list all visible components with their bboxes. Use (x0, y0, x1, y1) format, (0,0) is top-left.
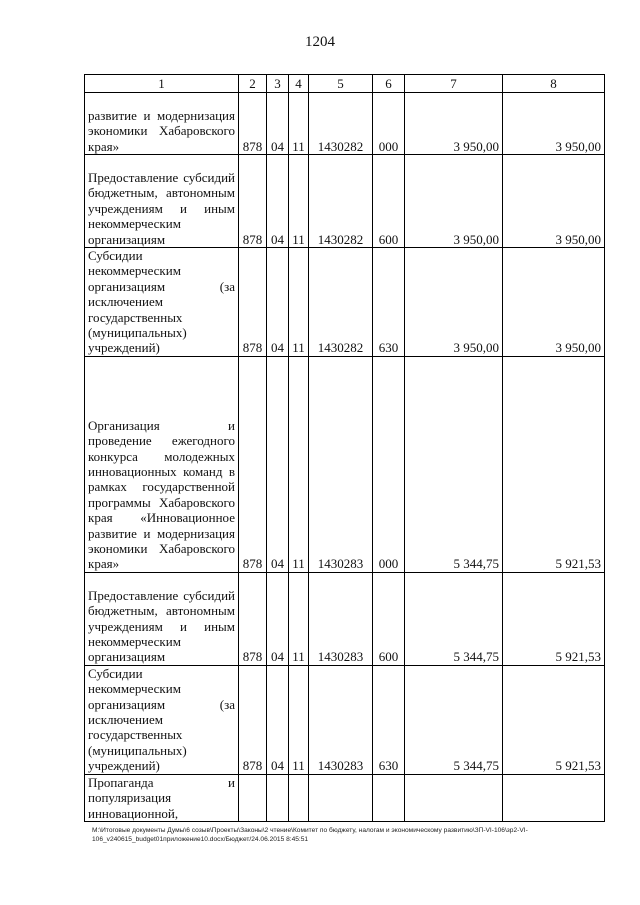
amount-col8-cell (503, 774, 605, 821)
table-row (85, 774, 605, 821)
gr-cell: 878 (239, 665, 267, 774)
csr-cell: 1430282 (309, 93, 373, 155)
header-cell: 2 (239, 75, 267, 93)
gr-cell: 878 (239, 248, 267, 357)
csr-cell: 1430283 (309, 665, 373, 774)
row-name-cell: Пропаганда и популяризация инновационной, (85, 774, 239, 821)
pr-cell: 11 (289, 572, 309, 665)
gr-cell: 878 (239, 356, 267, 572)
rz-cell (267, 774, 289, 821)
pr-cell: 11 (289, 248, 309, 357)
csr-cell: 1430283 (309, 572, 373, 665)
vr-cell: 630 (373, 248, 405, 357)
row-name-cell: Организация и проведение ежегодного конкурса молодежных инновационных команд в рамках государственной программы Хабаровского края «Инновационное развитие и модернизация экономики Хабаровского края» (85, 356, 239, 572)
header-cell: 8 (503, 75, 605, 93)
csr-cell: 1430282 (309, 248, 373, 357)
header-cell: 4 (289, 75, 309, 93)
amount-col8-cell: 3 950,00 (503, 248, 605, 357)
pr-cell: 11 (289, 665, 309, 774)
table-row (85, 93, 605, 155)
document-footer (92, 826, 612, 844)
amount-col7-cell: 5 344,75 (405, 572, 503, 665)
budget-table (84, 74, 605, 822)
table-row (85, 248, 605, 357)
gr-cell (239, 774, 267, 821)
rz-cell: 04 (267, 93, 289, 155)
amount-col7-cell: 3 950,00 (405, 248, 503, 357)
vr-cell: 000 (373, 356, 405, 572)
rz-cell: 04 (267, 248, 289, 357)
header-cell: 6 (373, 75, 405, 93)
amount-col8-cell: 5 921,53 (503, 356, 605, 572)
amount-col7-cell (405, 774, 503, 821)
amount-col7-cell: 5 344,75 (405, 356, 503, 572)
pr-cell: 11 (289, 93, 309, 155)
vr-cell (373, 774, 405, 821)
gr-cell: 878 (239, 93, 267, 155)
vr-cell: 600 (373, 155, 405, 248)
row-name-cell: Предоставление субсидий бюджетным, автономным учреждениям и иным некоммерческим организациям (85, 155, 239, 248)
header-cell: 7 (405, 75, 503, 93)
gr-cell: 878 (239, 572, 267, 665)
table-row (85, 665, 605, 774)
rz-cell: 04 (267, 155, 289, 248)
table-row (85, 572, 605, 665)
amount-col7-cell: 5 344,75 (405, 665, 503, 774)
row-name-cell: Субсидии некоммерческим организациям (за исключением государственных (муниципальных) учреждений) (85, 665, 239, 774)
amount-col8-cell: 5 921,53 (503, 572, 605, 665)
table-row (85, 155, 605, 248)
header-cell: 5 (309, 75, 373, 93)
pr-cell: 11 (289, 356, 309, 572)
pr-cell (289, 774, 309, 821)
csr-cell (309, 774, 373, 821)
amount-col7-cell: 3 950,00 (405, 93, 503, 155)
gr-cell: 878 (239, 155, 267, 248)
header-cell: 3 (267, 75, 289, 93)
row-name-cell: Субсидии некоммерческим организациям (за исключением государственных (муниципальных) учреждений) (85, 248, 239, 357)
header-cell: 1 (85, 75, 239, 93)
table-header-row (85, 75, 605, 93)
page-number: 1204 (305, 34, 335, 50)
table-row (85, 356, 605, 572)
rz-cell: 04 (267, 572, 289, 665)
csr-cell: 1430282 (309, 155, 373, 248)
rz-cell: 04 (267, 356, 289, 572)
amount-col8-cell: 5 921,53 (503, 665, 605, 774)
row-name-cell: развитие и модернизация экономики Хабаровского края» (85, 93, 239, 155)
vr-cell: 600 (373, 572, 405, 665)
amount-col7-cell: 3 950,00 (405, 155, 503, 248)
amount-col8-cell: 3 950,00 (503, 93, 605, 155)
vr-cell: 630 (373, 665, 405, 774)
row-name-cell: Предоставление субсидий бюджетным, автономным учреждениям и иным некоммерческим организациям (85, 572, 239, 665)
amount-col8-cell: 3 950,00 (503, 155, 605, 248)
footer-path-line-1: М:\Итоговые документы Думы\6 созыв\Проекты\Законы\2 чтение\Комитет по бюджету, налогам и экономическому развитию\ЗП-VI-106\зр2-VI- (92, 827, 528, 834)
csr-cell: 1430283 (309, 356, 373, 572)
pr-cell: 11 (289, 155, 309, 248)
rz-cell: 04 (267, 665, 289, 774)
vr-cell: 000 (373, 93, 405, 155)
footer-path-line-2: 106_v240615_budget01приложение10.docx/Бюджет/24.06.2015 8:45:51 (92, 836, 309, 843)
